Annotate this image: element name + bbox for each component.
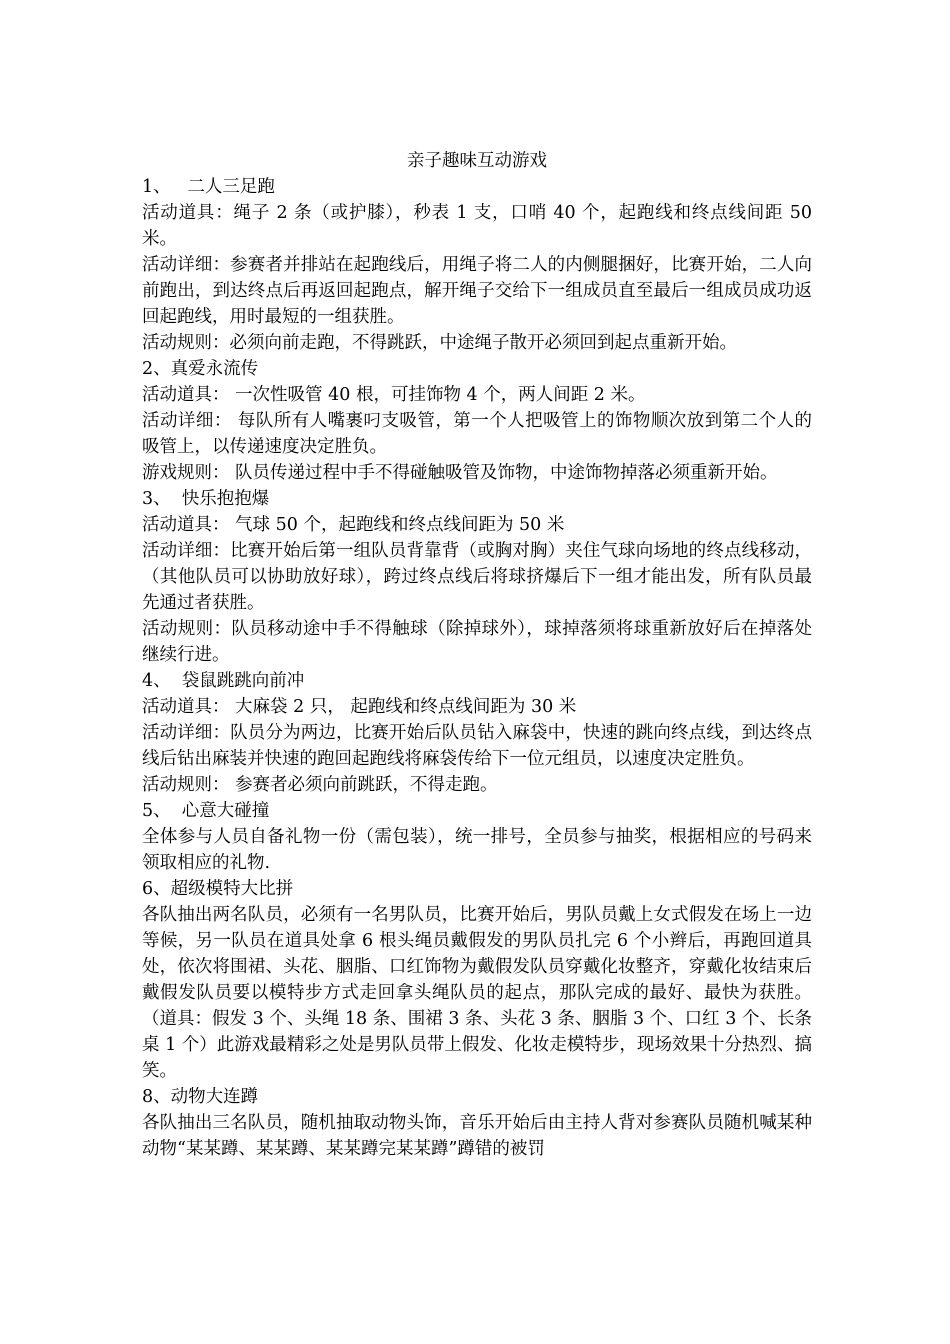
section-sack-race: [142, 668, 812, 798]
section-paragraph: 活动规则：必须向前走跑，不得跳跃，中途绳子散开必须回到起点重新开始。: [142, 333, 737, 353]
section-paragraph: 游戏规则： 队员传递过程中手不得碰触吸管及饰物，中途饰物掉落必须重新开始。: [142, 463, 778, 483]
section-paragraph: 活动规则：队员移动途中手不得触球（除掉球外），球掉落须将球重新放好后在掉落处继续行进。: [142, 619, 812, 665]
section-heading: 2、真爱永流传: [142, 359, 259, 379]
section-heading: 1、 二人三足跑: [142, 177, 275, 197]
section-paragraph: 活动规则： 参赛者必须向前跳跃，不得走跑。: [142, 775, 498, 795]
section-heading: 4、 袋鼠跳跳向前冲: [142, 671, 305, 691]
section-gift-exchange: [142, 798, 812, 876]
section-paragraph: 活动详细： 每队所有人嘴裹叼支吸管，第一个人把吸管上的饰物顺次放到第二个人的吸管上，以传递速度决定胜负。: [142, 411, 812, 457]
section-paragraph: 各队抽出两名队员，必须有一名男队员，比赛开始后，男队员戴上女式假发在场上一边等候，另一队员在道具处拿 6 根头绳员戴假发的男队员扎完 6 个小辫后，再跑回道具处，依次将围裙、头花、胭脂、口红饰物为戴假发队员穿戴化妆整齐，穿戴化妆结束后戴假发队员要以模特步方式走回拿头绳队员的起点，那队完成的最好、最快为获胜。（道具：假发 3 个、头绳 18 条、围裙 3 条、头花 3 条、胭脂 3 个、口红 3 个、长条桌 1 个）此游戏最精彩之处是男队员带上假发、化妆走模特步，现场效果十分热烈、搞笑。: [142, 905, 812, 1081]
section-paragraph: 活动详细：比赛开始后第一组队员背靠背（或胸对胸）夹住气球向场地的终点线移动，（其他队员可以协助放好球），跨过终点线后将球挤爆后下一组才能出发，所有队员最先通过者获胜。: [142, 541, 812, 613]
section-paragraph: 全体参与人员自备礼物一份（需包装），统一排号，全员参与抽奖，根据相应的号码来领取相应的礼物.: [142, 827, 812, 873]
section-heading: 3、 快乐抱抱爆: [142, 489, 270, 509]
section-heading: 6、超级模特大比拼: [142, 879, 294, 899]
section-model-contest: [142, 876, 812, 1084]
section-paragraph: 各队抽出三名队员，随机抽取动物头饰，音乐开始后由主持人背对参赛队员随机喊某种动物“某某蹲、某某蹲、某某蹲完某某蹲”蹲错的被罚: [142, 1113, 812, 1159]
section-three-legged-race: [142, 174, 812, 356]
document-body: [142, 148, 812, 1162]
section-balloon-pop: [142, 486, 812, 668]
section-paragraph: 活动道具： 一次性吸管 40 根，可挂饰物 4 个，两人间距 2 米。: [142, 385, 646, 405]
document-title: 亲子趣味互动游戏: [407, 151, 547, 171]
section-paragraph: 活动道具： 气球 50 个，起跑线和终点线间距为 50 米: [142, 515, 565, 535]
section-paragraph: 活动道具： 大麻袋 2 只， 起跑线和终点线间距为 30 米: [142, 697, 577, 717]
section-paragraph: 活动详细：参赛者并排站在起跑线后，用绳子将二人的内侧腿捆好，比赛开始，二人向前跑出，到达终点后再返回起跑点，解开绳子交给下一组成员直至最后一组成员成功返回起跑线，用时最短的一组获胜。: [142, 255, 812, 327]
section-heading: 8、动物大连蹲: [142, 1087, 259, 1107]
section-heading: 5、 心意大碰撞: [142, 801, 270, 821]
section-paragraph: 活动详细：队员分为两边，比赛开始后队员钻入麻袋中，快速的跳向终点线，到达终点线后钻出麻装并快速的跑回起跑线将麻袋传给下一位元组员，以速度决定胜负。: [142, 723, 812, 769]
section-animal-squat: [142, 1084, 812, 1162]
section-straw-relay: [142, 356, 812, 486]
section-paragraph: 活动道具：绳子 2 条（或护膝），秒表 1 支，口哨 40 个，起跑线和终点线间距 50 米。: [142, 203, 812, 249]
